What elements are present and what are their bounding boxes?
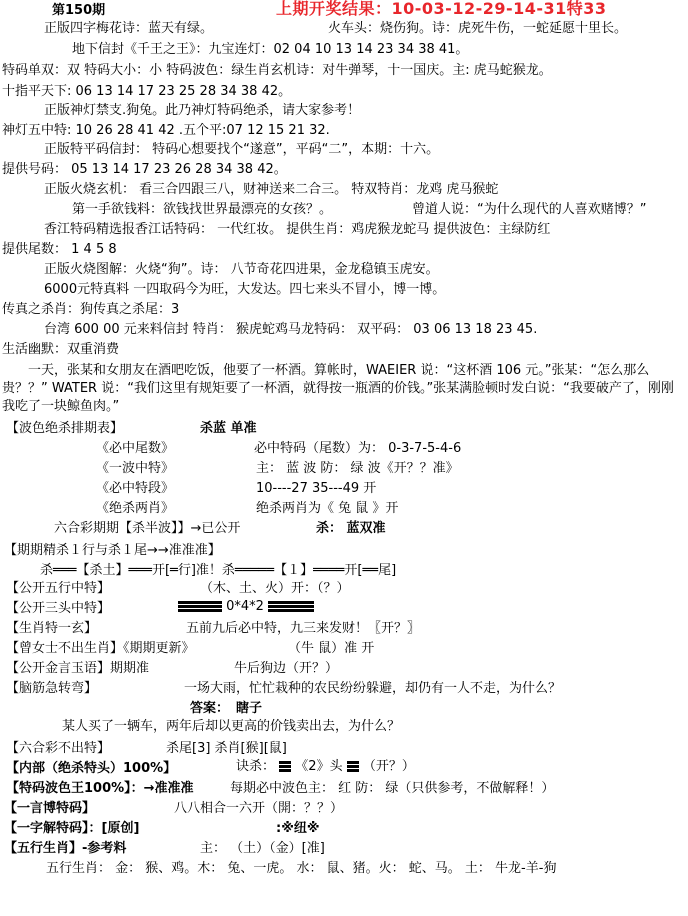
text-line: 五前九后必中特，九三来发财！〖开？〗: [186, 621, 421, 636]
text-line: 《一波中特》: [96, 461, 175, 476]
three-head-row: [178, 598, 314, 616]
kill-label: 诀杀：: [236, 759, 276, 774]
text-line: 正版特平码信封： 特码心想要找个“遂意”，平码“二”，本期：十六。: [44, 142, 440, 157]
text-line: 10----27 35---49 开: [256, 481, 377, 496]
text-line: 一场大雨，忙忙栽种的农民纷纷躲避，却仍有一人不走，为什么？: [184, 681, 562, 696]
text-line: 【五行生肖】-参考料: [4, 841, 127, 856]
equals-bar-mark: [347, 760, 359, 773]
humor-story: 一天，张某和女朋友在酒吧吃饭，他要了一杯酒。算帐时，WAEIER 说：“这杯酒 106 元。”张某：“怎么那么贵？？” WATER 说：“我们这里有规矩要了一杯酒，就得按一瓶酒的价钱。”张某满脸顿时发白说：“我要破产了，刚刚我吃了一块鲸鱼肉。”: [2, 363, 674, 414]
text-line: 【脑筋急转弯】: [6, 681, 98, 696]
text-line: 曾道人说：“为什么现代的人喜欢赌博？”: [412, 202, 647, 217]
kill-blue-double: 杀： 蓝双准: [316, 521, 386, 536]
text-line: 《绝杀两肖》: [96, 501, 175, 516]
text-line: 生活幽默：双重消费: [2, 342, 120, 357]
text-line: 正版神灯禁支.狗兔。此乃神灯特码绝杀，请大家参考！: [44, 103, 361, 118]
kill-head-open: （开？）: [362, 759, 415, 774]
text-line: 杀═══【杀土】═══开[═行]准！杀═════【１】════开[══尾]: [40, 563, 397, 578]
equals-bar-mark: [279, 760, 291, 773]
text-line: 某人买了一辆车，两年后却以更高的价钱卖出去，为什么？: [62, 719, 401, 734]
text-line: 【期期精杀１行与杀１尾→→准准准】: [4, 543, 221, 558]
text-line: 正版四字梅花诗：蓝天有绿。: [44, 21, 214, 36]
text-line: 正版火烧图解：火烧“狗”。诗： 八节奇花四进果，金龙稳镇玉虎安。: [44, 262, 439, 277]
kill-head-value: 《2》头: [295, 759, 343, 774]
text-line: 《必中尾数》: [96, 441, 175, 456]
text-line: 五行生肖： 金： 猴、鸡。木： 兔、一虎。 水： 鼠、猪。火： 蛇、马。 土： 牛龙-羊-狗: [46, 861, 557, 876]
text-line: 【曾女士不出生肖】《期期更新》: [6, 641, 195, 656]
text-line: 必中特码（尾数）为： 0-3-7-5-4-6: [254, 441, 462, 456]
text-line: 【六合彩不出特】: [6, 741, 111, 756]
text-line: 牛后狗边（开？）: [234, 661, 339, 676]
text-line: 地下信封《千王之王》：九宝连灯：02 04 10 13 14 23 34 38 41。: [72, 42, 469, 57]
text-line: 每期必中波色主： 红 防： 绿（只供参考，不做解释！）: [230, 781, 555, 796]
text-line: 【公开三头中特】: [6, 601, 111, 616]
text-line: 火车头：烧伤狗。诗：虎死牛伤，一蛇延愿十里长。: [328, 21, 628, 36]
text-line: 第一手欲钱料：欲钱找世界最漂亮的女孩？。: [72, 202, 333, 217]
text-line: 提供号码： 05 13 14 17 23 26 28 34 38 42。: [2, 162, 287, 177]
text-line: 6000元特真料 一四取码今为旺，大发达。四七来头不冒小，博一博。: [44, 282, 446, 297]
text-line: 杀尾[3] 杀肖[猴][鼠]: [166, 741, 287, 756]
text-line: 十指平天下: 06 13 14 17 23 25 28 34 38 42。: [2, 84, 292, 99]
text-line: 【一字解特码】：[原创]: [4, 821, 140, 836]
text-line: 【特码波色王100%】：→准准准: [6, 781, 194, 796]
kill-head-row: [236, 758, 415, 776]
text-line: 台湾 600 00 元来料信封 特肖： 猴虎蛇鸡马龙特码： 双平码： 03 06 13 18 23 45.: [44, 322, 538, 337]
three-heads-value: 0*4*2: [226, 599, 264, 614]
text-line: 主： （土）（金）[准]: [200, 841, 325, 856]
section-heading: 【波色绝杀排期表】: [6, 421, 124, 436]
text-line: 传真之杀肖：狗传真之杀尾：3: [2, 302, 180, 317]
text-line: （木、土、火）开：（？）: [200, 581, 350, 596]
text-line: 正版火烧玄机： 看三合四跟三八，财神送来二合三。 特双特肖：龙鸡 虎马猴蛇: [44, 182, 499, 197]
kill-wave: 杀蓝 单准: [200, 421, 257, 436]
text-line: （牛 鼠）准 开: [288, 641, 375, 656]
text-line: 【公开五行中特】: [6, 581, 111, 596]
text-line: 《必中特段》: [96, 481, 175, 496]
text-line: 香江特码精选报香江话特码： 一代红妆。 提供生肖：鸡虎猴龙蛇马 提供波色：主绿防红: [44, 222, 551, 237]
answer-label: 答案：: [190, 701, 230, 716]
equals-bar-mark: [178, 600, 222, 613]
text-line: 【内部（绝杀特头）100%】: [6, 761, 177, 776]
last-result-headline: 上期开奖结果：10-03-12-29-14-31特33: [276, 0, 607, 18]
text-line: 六合彩期期【杀半波】】→已公开: [54, 521, 241, 536]
text-line: 主： 蓝 波 防： 绿 波《开？？准》: [256, 461, 459, 476]
text-line: 【公开金言玉语】期期准: [6, 661, 150, 676]
text-line: :※纽※: [276, 821, 320, 836]
text-line: 绝杀两肖为《 兔 鼠 》开: [256, 501, 399, 516]
answer-value: 瞎子: [236, 701, 263, 716]
text-line: 【生肖特一玄】: [6, 621, 98, 636]
equals-bar-mark: [268, 600, 314, 613]
issue-number: 第150期: [52, 3, 106, 18]
text-line: 神灯五中特: 10 26 28 41 42 .五个平:07 12 15 21 32.: [2, 123, 330, 138]
text-line: 提供尾数： 1 4 5 8: [2, 242, 117, 257]
text-line: 特码单双：双 特码大小：小 特码波色：绿生肖玄机诗：对牛弹琴，十一国庆。主: 虎马蛇猴龙。: [2, 63, 552, 78]
text-line: 八八相合一六开（開：？？）: [174, 801, 344, 816]
text-line: 【一言博特码】: [4, 801, 96, 816]
